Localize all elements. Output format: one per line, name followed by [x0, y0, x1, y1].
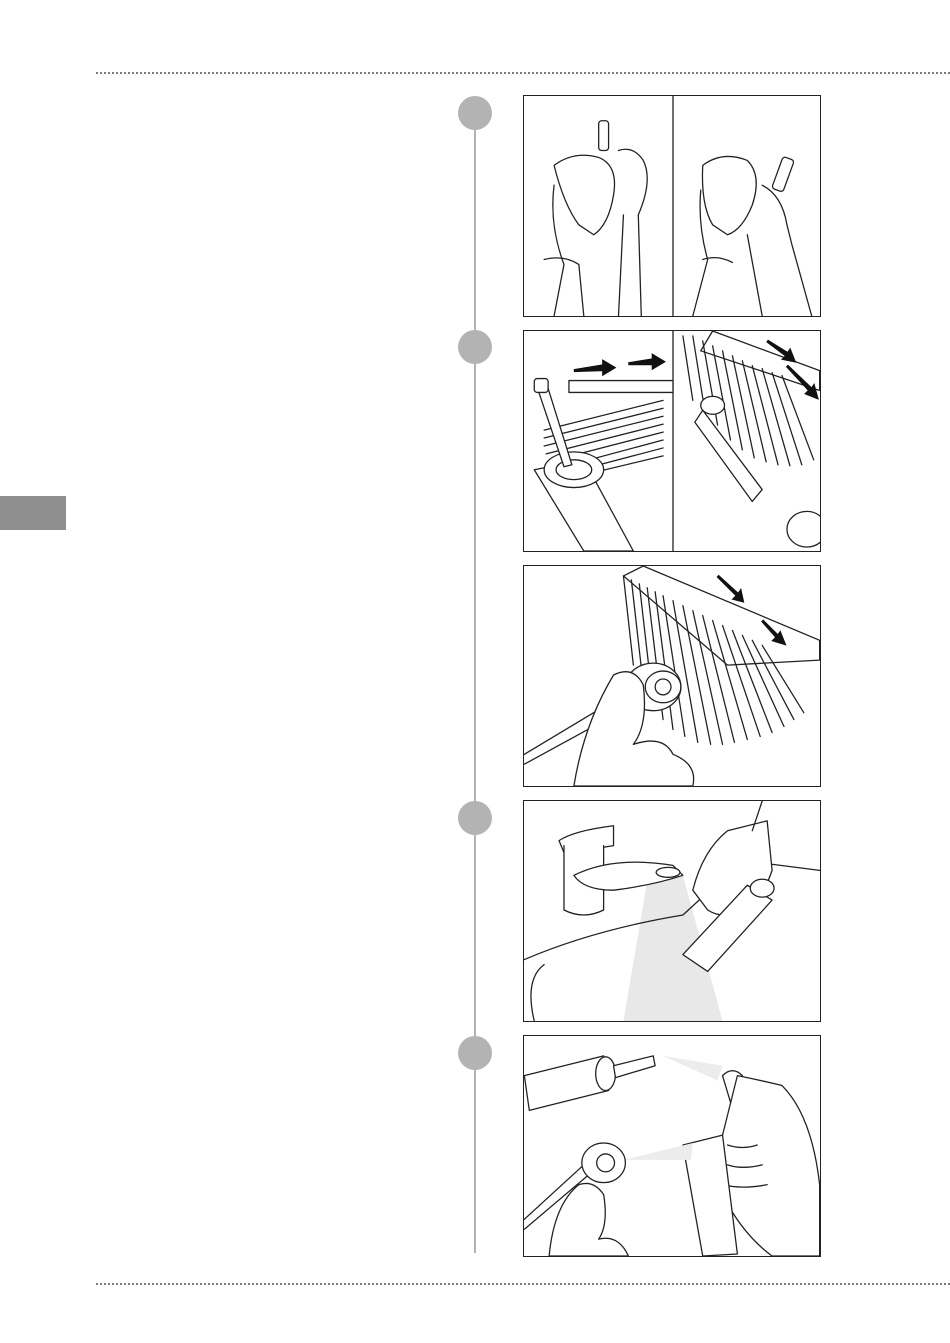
step-marker-1 — [458, 96, 492, 130]
gloved-hands-icon — [524, 96, 820, 316]
bottom-dotted-rule — [96, 1283, 950, 1285]
panel-rinse-tap — [523, 800, 821, 1022]
step-marker-3 — [458, 801, 492, 835]
step-marker-4 — [458, 1036, 492, 1070]
step-timeline — [474, 113, 476, 1253]
brush-icon — [524, 331, 820, 551]
top-dotted-rule — [96, 72, 950, 74]
tap-icon — [524, 801, 820, 1021]
panel-air-syringe — [523, 1035, 821, 1257]
chapter-tab — [0, 496, 66, 530]
panel-wipe-handpiece — [523, 95, 821, 317]
handpiece-icon — [524, 566, 820, 786]
panel-brush-handpiece — [523, 330, 821, 552]
step-marker-2 — [458, 330, 492, 364]
panel-brush-coupling — [523, 565, 821, 787]
air-syringe-icon — [524, 1036, 820, 1256]
